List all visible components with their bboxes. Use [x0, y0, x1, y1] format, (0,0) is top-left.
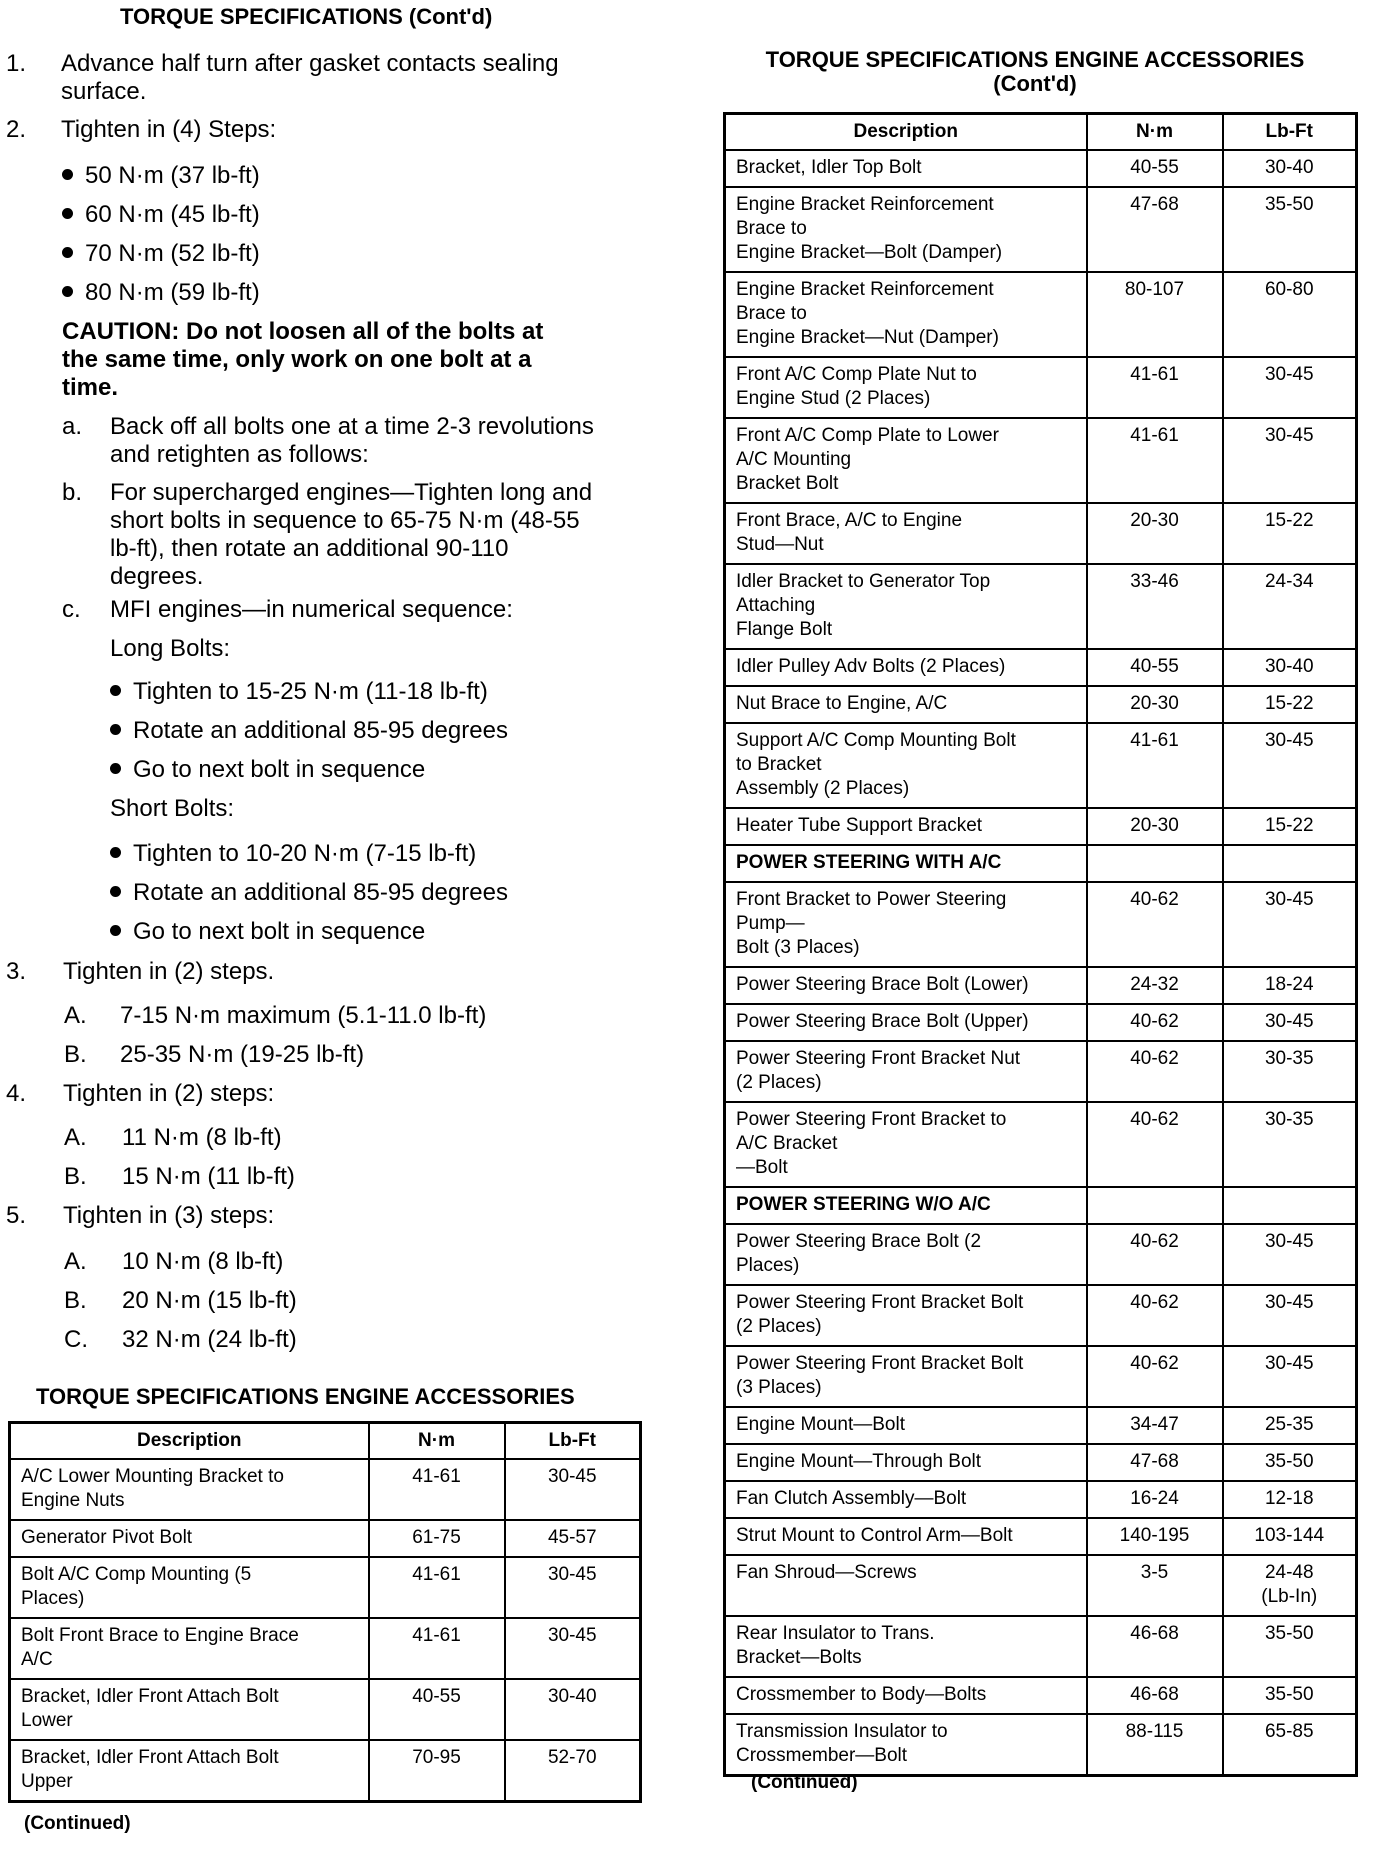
- col-header-lbft: Lb-Ft: [1223, 114, 1357, 151]
- bullet-item: 50 N·m (37 lb-ft): [62, 162, 260, 190]
- lbft-cell: 30-35: [1223, 1102, 1357, 1187]
- table-row: [725, 808, 1357, 845]
- lbft-cell: 30-35: [1223, 1041, 1357, 1102]
- step-number: 1.: [6, 50, 27, 77]
- bullet-icon: [62, 208, 73, 219]
- description-cell: Power Steering Brace Bolt (2 Places): [725, 1224, 1087, 1285]
- nm-cell: 40-55: [1087, 649, 1223, 686]
- description-cell: A/C Lower Mounting Bracket to Engine Nuts: [10, 1459, 369, 1520]
- nm-cell: 41-61: [1087, 418, 1223, 503]
- bullet-icon: [110, 685, 121, 696]
- table-row: [725, 1224, 1357, 1285]
- nm-cell: 46-68: [1087, 1677, 1223, 1714]
- bullet-icon: [110, 886, 121, 897]
- table-row: [725, 649, 1357, 686]
- nm-cell: 47-68: [1087, 187, 1223, 272]
- lbft-cell: 30-45: [1223, 357, 1357, 418]
- nm-cell: 46-68: [1087, 1616, 1223, 1677]
- nm-cell: 24-32: [1087, 967, 1223, 1004]
- col-header-nm: N·m: [1087, 114, 1223, 151]
- nm-cell: 40-62: [1087, 1102, 1223, 1187]
- col-header-nm: N·m: [369, 1423, 505, 1460]
- right-column: [715, 0, 1392, 1854]
- bullet-item: Go to next bolt in sequence: [110, 918, 425, 946]
- table-row: [725, 1518, 1357, 1555]
- description-cell: Engine Bracket Reinforcement Brace to Engine Bracket—Nut (Damper): [725, 272, 1087, 357]
- nm-cell: 41-61: [369, 1618, 505, 1679]
- table-row: [725, 1714, 1357, 1776]
- nm-cell: 40-62: [1087, 1285, 1223, 1346]
- nm-cell: 40-62: [1087, 1224, 1223, 1285]
- bullet-item: Go to next bolt in sequence: [110, 756, 425, 784]
- description-cell: Bracket, Idler Top Bolt: [725, 150, 1087, 187]
- lbft-cell: 25-35: [1223, 1407, 1357, 1444]
- description-cell: Transmission Insulator to Crossmember—Bolt: [725, 1714, 1087, 1776]
- lbft-cell: 65-85: [1223, 1714, 1357, 1776]
- nm-cell: [1087, 845, 1223, 882]
- right-spec-table: [723, 112, 1358, 1777]
- nm-cell: 20-30: [1087, 808, 1223, 845]
- table-row: [725, 1102, 1357, 1187]
- nm-cell: 40-62: [1087, 882, 1223, 967]
- nm-cell: 34-47: [1087, 1407, 1223, 1444]
- step-text: Advance half turn after gasket contacts sealing surface.: [61, 50, 559, 105]
- bullet-item: 80 N·m (59 lb-ft): [62, 279, 260, 307]
- bullet-item: Tighten to 15-25 N·m (11-18 lb-ft): [110, 678, 488, 706]
- bullet-icon: [62, 286, 73, 297]
- col-header-description: Description: [725, 114, 1087, 151]
- nm-cell: 70-95: [369, 1740, 505, 1802]
- table-row: [725, 1444, 1357, 1481]
- nm-cell: 47-68: [1087, 1444, 1223, 1481]
- nm-cell: 40-55: [369, 1679, 505, 1740]
- table-row: [10, 1679, 641, 1740]
- lbft-cell: 30-45: [1223, 418, 1357, 503]
- description-cell: Power Steering Front Bracket Bolt (3 Places): [725, 1346, 1087, 1407]
- lbft-cell: 60-80: [1223, 272, 1357, 357]
- table-row: [725, 723, 1357, 808]
- table-row: [725, 1041, 1357, 1102]
- step-text: Tighten in (4) Steps:: [61, 116, 277, 143]
- bullet-icon: [110, 925, 121, 936]
- description-cell: Bolt Front Brace to Engine Brace A/C: [10, 1618, 369, 1679]
- section-header-row: [725, 845, 1357, 882]
- lbft-cell: 15-22: [1223, 686, 1357, 723]
- lbft-cell: [1223, 845, 1357, 882]
- nm-cell: 40-62: [1087, 1346, 1223, 1407]
- description-cell: Engine Bracket Reinforcement Brace to Engine Bracket—Bolt (Damper): [725, 187, 1087, 272]
- table-row: [725, 1677, 1357, 1714]
- table-row: [10, 1520, 641, 1557]
- description-cell: Rear Insulator to Trans. Bracket—Bolts: [725, 1616, 1087, 1677]
- lbft-cell: 30-40: [1223, 649, 1357, 686]
- nm-cell: 41-61: [369, 1557, 505, 1618]
- right-table-title: TORQUE SPECIFICATIONS ENGINE ACCESSORIES (Cont'd): [765, 47, 1305, 96]
- caution-note: CAUTION: Do not loosen all of the bolts at the same time, only work on one bolt at a time.: [62, 318, 544, 401]
- left-spec-table: [8, 1421, 642, 1803]
- lbft-cell: 24-48 (Lb-In): [1223, 1555, 1357, 1616]
- lbft-cell: 30-45: [1223, 1224, 1357, 1285]
- description-cell: Bolt A/C Comp Mounting (5 Places): [10, 1557, 369, 1618]
- description-cell: Fan Clutch Assembly—Bolt: [725, 1481, 1087, 1518]
- table-row: [725, 150, 1357, 187]
- table-row: [725, 1555, 1357, 1616]
- section-header-row: [725, 1187, 1357, 1224]
- description-cell: Front Brace, A/C to Engine Stud—Nut: [725, 503, 1087, 564]
- lbft-cell: 15-22: [1223, 503, 1357, 564]
- col-header-description: Description: [10, 1423, 369, 1460]
- table-row: [725, 1346, 1357, 1407]
- lbft-cell: 45-57: [505, 1520, 641, 1557]
- table-row: [725, 967, 1357, 1004]
- bullet-icon: [110, 847, 121, 858]
- description-cell: Strut Mount to Control Arm—Bolt: [725, 1518, 1087, 1555]
- lbft-cell: 30-40: [1223, 150, 1357, 187]
- lbft-cell: 24-34: [1223, 564, 1357, 649]
- table-row: [725, 1004, 1357, 1041]
- description-cell: Heater Tube Support Bracket: [725, 808, 1087, 845]
- bullet-item: 70 N·m (52 lb-ft): [62, 240, 260, 268]
- lbft-cell: 35-50: [1223, 1677, 1357, 1714]
- nm-cell: 16-24: [1087, 1481, 1223, 1518]
- lbft-cell: 30-45: [1223, 723, 1357, 808]
- description-cell: Support A/C Comp Mounting Bolt to Bracket Assembly (2 Places): [725, 723, 1087, 808]
- bullet-item: 60 N·m (45 lb-ft): [62, 201, 260, 229]
- lbft-cell: 35-50: [1223, 187, 1357, 272]
- lbft-cell: [1223, 1187, 1357, 1224]
- table-row: [725, 503, 1357, 564]
- nm-cell: 41-61: [369, 1459, 505, 1520]
- nm-cell: [1087, 1187, 1223, 1224]
- nm-cell: 3-5: [1087, 1555, 1223, 1616]
- col-header-lbft: Lb-Ft: [505, 1423, 641, 1460]
- table-row: [725, 1616, 1357, 1677]
- page-heading: TORQUE SPECIFICATIONS (Cont'd): [120, 4, 493, 29]
- lbft-cell: 52-70: [505, 1740, 641, 1802]
- nm-cell: 140-195: [1087, 1518, 1223, 1555]
- description-cell: Front Bracket to Power Steering Pump— Bolt (3 Places): [725, 882, 1087, 967]
- description-cell: POWER STEERING W/O A/C: [725, 1187, 1087, 1224]
- table-row: [10, 1459, 641, 1520]
- nm-cell: 61-75: [369, 1520, 505, 1557]
- nm-cell: 41-61: [1087, 357, 1223, 418]
- description-cell: Generator Pivot Bolt: [10, 1520, 369, 1557]
- description-cell: Power Steering Front Bracket Bolt (2 Places): [725, 1285, 1087, 1346]
- nm-cell: 20-30: [1087, 686, 1223, 723]
- left-continued-note: (Continued): [24, 1813, 131, 1834]
- description-cell: Crossmember to Body—Bolts: [725, 1677, 1087, 1714]
- description-cell: Engine Mount—Through Bolt: [725, 1444, 1087, 1481]
- table-row: [725, 564, 1357, 649]
- long-bolts-label: Long Bolts:: [110, 635, 231, 662]
- description-cell: Bracket, Idler Front Attach Bolt Lower: [10, 1679, 369, 1740]
- left-table-title: TORQUE SPECIFICATIONS ENGINE ACCESSORIES: [36, 1384, 575, 1409]
- lbft-cell: 30-45: [505, 1618, 641, 1679]
- table-row: [725, 272, 1357, 357]
- step-number: 2.: [6, 116, 27, 143]
- description-cell: Power Steering Front Bracket Nut (2 Places): [725, 1041, 1087, 1102]
- bullet-item: Rotate an additional 85-95 degrees: [110, 717, 508, 745]
- table-row: [10, 1740, 641, 1802]
- right-continued-note: (Continued): [751, 1772, 858, 1793]
- lbft-cell: 35-50: [1223, 1616, 1357, 1677]
- lbft-cell: 103-144: [1223, 1518, 1357, 1555]
- description-cell: Power Steering Brace Bolt (Lower): [725, 967, 1087, 1004]
- table-row: [725, 1407, 1357, 1444]
- nm-cell: 41-61: [1087, 723, 1223, 808]
- description-cell: Front A/C Comp Plate to Lower A/C Mounting Bracket Bolt: [725, 418, 1087, 503]
- bullet-icon: [62, 169, 73, 180]
- bullet-icon: [110, 724, 121, 735]
- nm-cell: 88-115: [1087, 1714, 1223, 1776]
- nm-cell: 33-46: [1087, 564, 1223, 649]
- table-header-row: [725, 114, 1357, 151]
- table-header-row: [10, 1423, 641, 1460]
- description-cell: Engine Mount—Bolt: [725, 1407, 1087, 1444]
- description-cell: Power Steering Brace Bolt (Upper): [725, 1004, 1087, 1041]
- lbft-cell: 15-22: [1223, 808, 1357, 845]
- lbft-cell: 30-45: [1223, 1004, 1357, 1041]
- lbft-cell: 30-45: [1223, 882, 1357, 967]
- table-row: [725, 686, 1357, 723]
- table-row: [725, 187, 1357, 272]
- nm-cell: 40-55: [1087, 150, 1223, 187]
- table-row: [725, 357, 1357, 418]
- bullet-item: Rotate an additional 85-95 degrees: [110, 879, 508, 907]
- bullet-icon: [110, 763, 121, 774]
- bullet-icon: [62, 247, 73, 258]
- lbft-cell: 30-45: [1223, 1285, 1357, 1346]
- lbft-cell: 30-45: [1223, 1346, 1357, 1407]
- nm-cell: 20-30: [1087, 503, 1223, 564]
- lbft-cell: 12-18: [1223, 1481, 1357, 1518]
- table-row: [10, 1618, 641, 1679]
- lbft-cell: 30-45: [505, 1557, 641, 1618]
- nm-cell: 80-107: [1087, 272, 1223, 357]
- short-bolts-label: Short Bolts:: [110, 795, 235, 822]
- table-row: [725, 882, 1357, 967]
- table-row: [725, 1481, 1357, 1518]
- table-row: [725, 418, 1357, 503]
- lbft-cell: 18-24: [1223, 967, 1357, 1004]
- lbft-cell: 35-50: [1223, 1444, 1357, 1481]
- nm-cell: 40-62: [1087, 1004, 1223, 1041]
- lbft-cell: 30-45: [505, 1459, 641, 1520]
- left-column: TORQUE SPECIFICATIONS (Cont'd) 1. Advance half turn after gasket contacts sealing surface. 2. Tighten in (4) Steps: 50 N·m (37 lb-ft) 60 N·m (45 lb-ft) 70 N·m (52 lb-ft) 80 N·m (59 lb-ft) CAUTION: Do not loosen all of the bolts at the same time, only work on one bolt at a time. a. Back off all bolts one at a time 2-3 revolutions and retighten as follows: b. For supercharged engines—Tighten long and short bolts in sequence to 65-75 N·m (48-55 lb-ft), then rotate an additional 90-110 degrees. c. MFI engines—in numerical sequence: Long Bolts: Tighten to 15-25 N·m (11-18 lb-ft) Rotate an additional 85-95 degrees Go to next bolt in sequence Short Bolts: Tighten to 10-20 N·m (7-15 lb-ft) Rotate an additional 85-95 degrees Go to next bolt in sequence 3. Tighten in (2) steps. A. 7-15 N·m maximum (5.1-11.0 lb-ft) B. 25-35 N·m (19-25 lb-ft) 4. Tighten in (2) steps: A. 11 N·m (8 lb-ft) B. 15 N·m (11 lb-ft) 5. Tighten in (3) steps: A. 10 N·m (8 lb-ft) B. 20 N·m (15 lb-ft) C. 32 N·m (24 lb-ft) TORQUE SPECIFICATIONS ENGINE ACCESSORIES Description N·m Lb-Ft A/C Lower Mounting Bracket to Engine Nuts 41-61 30-45 Generator Pivot Bolt 61-75 45-57 Bolt A/C Comp Mounting (5 Places) 41-61 30-45 Bolt Front Brace to Engine Brace A/C 41-61 30-45 Bracket, Idler Front Attach Bolt Lower 40-55 30-40 Bracket, Idler Front Attach Bolt Upper 70-95 52-70 (Continued): [0, 0, 650, 1854]
- description-cell: Fan Shroud—Screws: [725, 1555, 1087, 1616]
- description-cell: Front A/C Comp Plate Nut to Engine Stud (2 Places): [725, 357, 1087, 418]
- description-cell: Idler Bracket to Generator Top Attaching Flange Bolt: [725, 564, 1087, 649]
- table-row: [725, 1285, 1357, 1346]
- nm-cell: 40-62: [1087, 1041, 1223, 1102]
- description-cell: Nut Brace to Engine, A/C: [725, 686, 1087, 723]
- description-cell: Power Steering Front Bracket to A/C Bracket —Bolt: [725, 1102, 1087, 1187]
- bullet-item: Tighten to 10-20 N·m (7-15 lb-ft): [110, 840, 476, 868]
- table-row: [10, 1557, 641, 1618]
- lbft-cell: 30-40: [505, 1679, 641, 1740]
- description-cell: Idler Pulley Adv Bolts (2 Places): [725, 649, 1087, 686]
- description-cell: POWER STEERING WITH A/C: [725, 845, 1087, 882]
- description-cell: Bracket, Idler Front Attach Bolt Upper: [10, 1740, 369, 1802]
